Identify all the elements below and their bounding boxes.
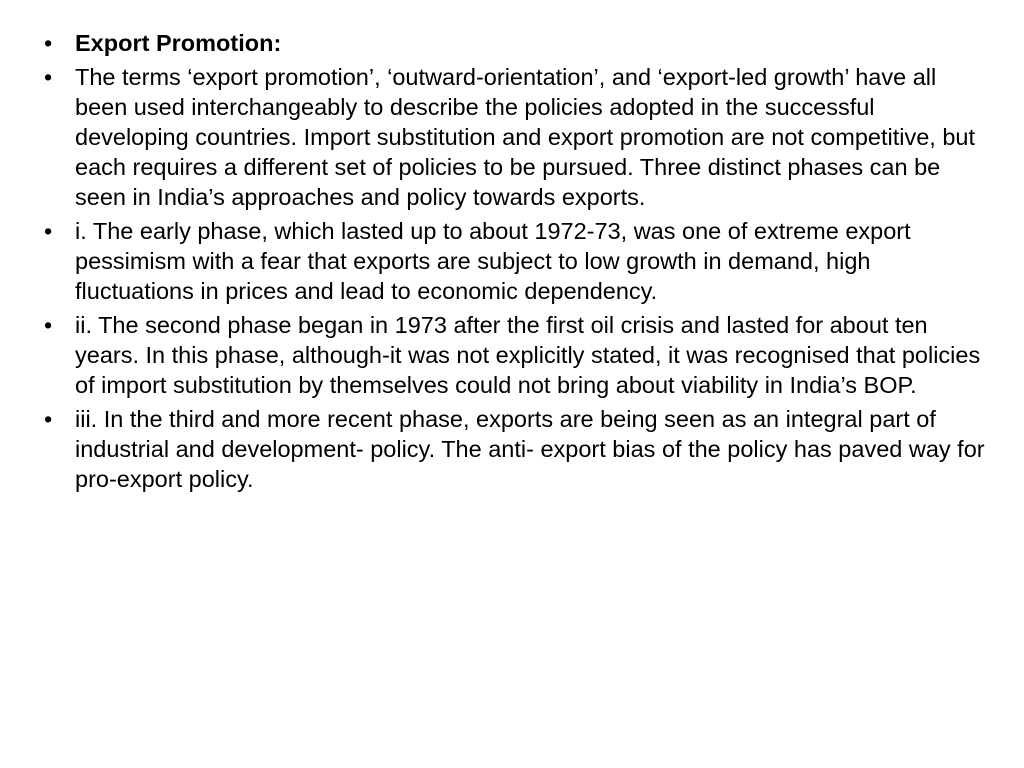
- bullet-list: [44, 28, 994, 498]
- section-heading: Export Promotion:: [75, 30, 282, 56]
- bullet-dot-icon: •: [44, 218, 53, 244]
- bullet-text-intro: The terms ‘export promotion’, ‘outward-orientation’, and ‘export-led growth’ have all been used interchangeably to describe the policies adopted in the successful developing countries. Import substitution and export promotion are not competitive, but each requires a different set of policies to be pursued. Three distinct phases can be seen in India’s approaches and policy towards exports.: [75, 64, 976, 210]
- bullet-text-phase-1: i. The early phase, which lasted up to about 1972-73, was one of extreme export pessimism with a fear that exports are subject to low growth in demand, high fluctuations in prices and lead to economic dependency.: [75, 218, 911, 304]
- bullet-dot-icon: •: [44, 64, 53, 90]
- bullet-dot-icon: •: [44, 406, 53, 432]
- bullet-text-phase-3: iii. In the third and more recent phase, exports are being seen as an integral part of industrial and development- policy. The anti- export bias of the policy has paved way for pro-export policy.: [75, 406, 985, 492]
- bullet-item-phase-2: [44, 310, 994, 400]
- bullet-text-phase-2: ii. The second phase began in 1973 after the first oil crisis and lasted for about ten years. In this phase, although-it was not explicitly stated, it was recognised that policies of import substitution by themselves could not bring about viability in India’s BOP.: [75, 312, 981, 398]
- bullet-item-intro: [44, 62, 994, 212]
- bullet-dot-icon: •: [44, 312, 53, 338]
- bullet-dot-icon: •: [44, 30, 53, 56]
- bullet-item-phase-1: [44, 216, 994, 306]
- bullet-item-phase-3: [44, 404, 994, 494]
- bullet-item-heading: [44, 28, 994, 58]
